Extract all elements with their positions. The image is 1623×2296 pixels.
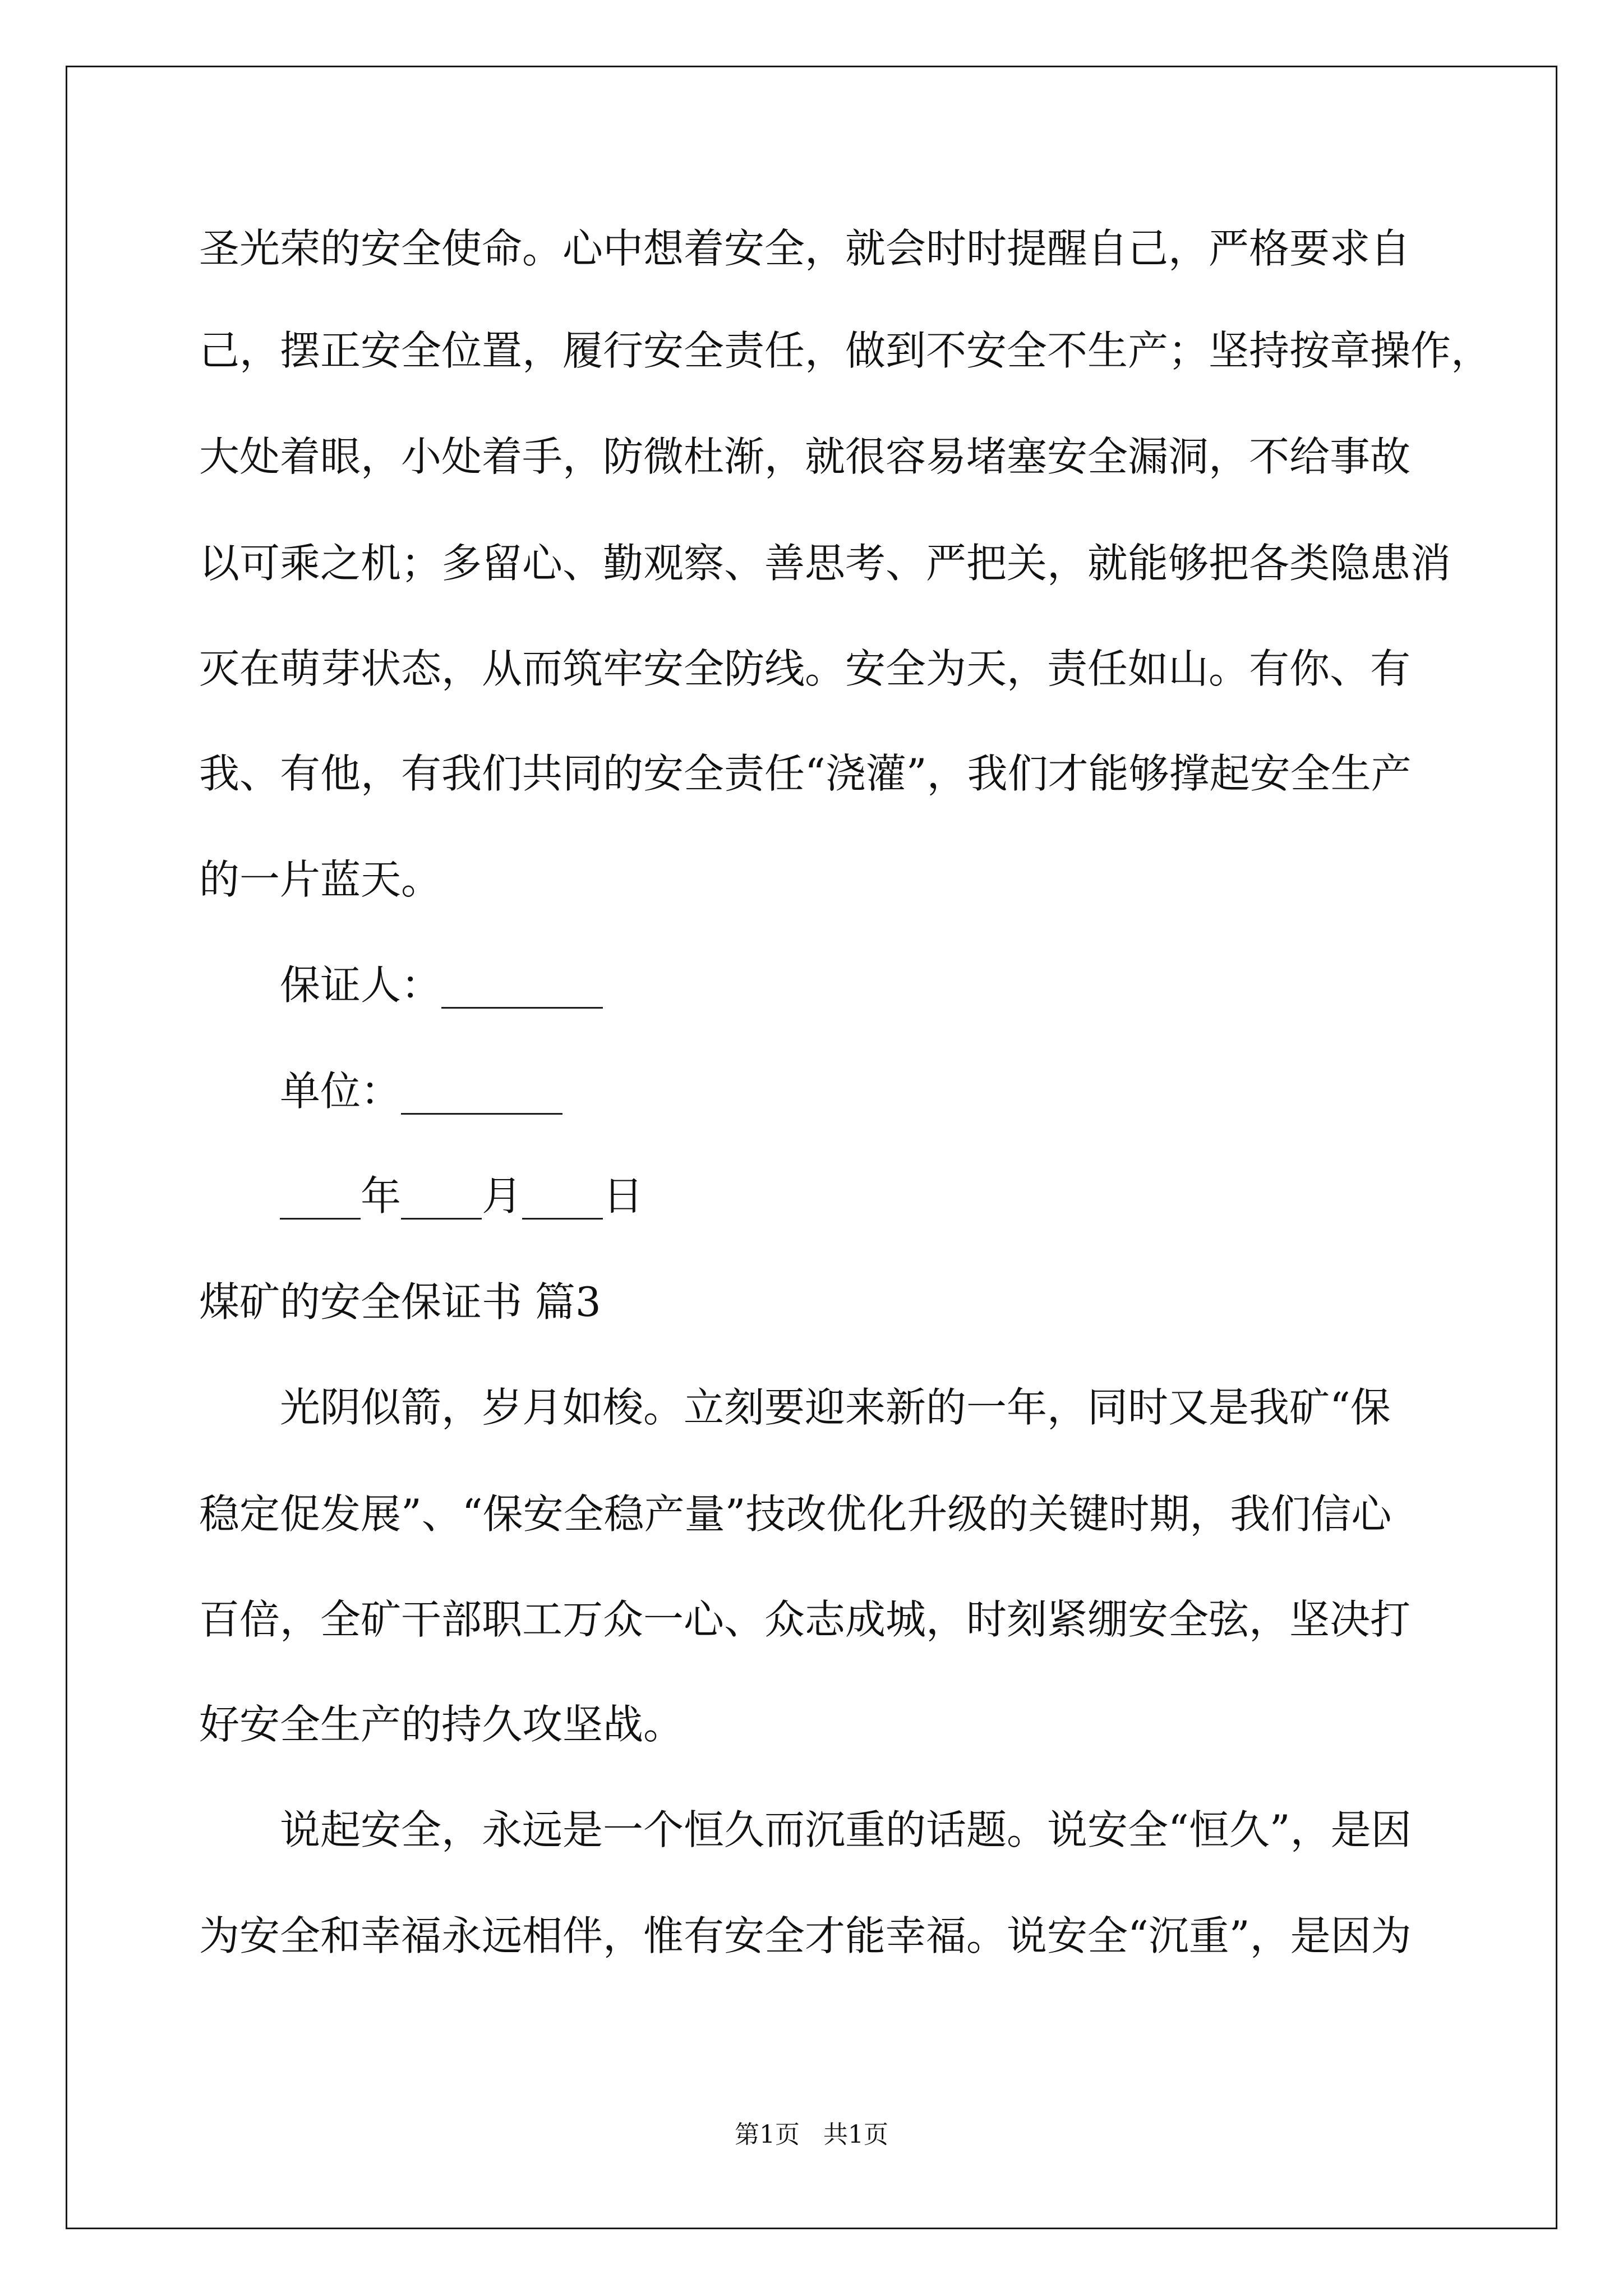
paragraph-line: 圣光荣的安全使命。心中想着安全，就会时时提醒自己，严格要求自	[199, 225, 1411, 272]
page-footer	[0, 2118, 1623, 2152]
paragraph-line: 为安全和幸福永远相伴，惟有安全才能幸福。说安全“沉重”，是因为	[199, 1912, 1412, 1959]
paragraph-line: 己，摆正安全位置，履行安全责任，做到不安全不生产；坚持按章操作，	[199, 327, 1492, 374]
paragraph-line: 百倍，全矿干部职工万众一心、众志成城，时刻紧绷安全弦，坚决打	[199, 1596, 1411, 1643]
paragraph-line: 我、有他，有我们共同的安全责任“浇灌”，我们才能够撑起安全生产	[199, 750, 1412, 797]
paragraph-line: 灭在萌芽状态，从而筑牢安全防线。安全为天，责任如山。有你、有	[199, 645, 1411, 692]
paragraph-line: 以可乘之机；多留心、勤观察、善思考、严把关，就能够把各类隐患消	[199, 540, 1451, 587]
paragraph-line: 稳定促发展”、“保安全稳产量”技改优化升级的关键时期，我们信心	[199, 1490, 1392, 1538]
date-field: ____年____月____日	[280, 1172, 644, 1220]
section-heading: 煤矿的安全保证书 篇3	[199, 1278, 601, 1326]
paragraph-line: 说起安全，永远是一个恒久而沉重的话题。说安全“恒久”，是因	[280, 1806, 1412, 1853]
guarantor-field: 保证人：________	[280, 961, 603, 1009]
page-total: 共1页	[823, 2120, 888, 2149]
page-border	[66, 66, 1557, 2229]
paragraph-line: 光阴似箭，岁月如梭。立刻要迎来新的一年，同时又是我矿“保	[280, 1384, 1391, 1431]
paragraph-line: 好安全生产的持久攻坚战。	[199, 1701, 684, 1748]
paragraph-line: 大处着眼，小处着手，防微杜渐，就很容易堵塞安全漏洞，不给事故	[199, 433, 1411, 480]
unit-field: 单位：________	[280, 1068, 563, 1115]
paragraph-line: 的一片蓝天。	[199, 856, 442, 903]
page-number: 第1页	[735, 2120, 800, 2149]
